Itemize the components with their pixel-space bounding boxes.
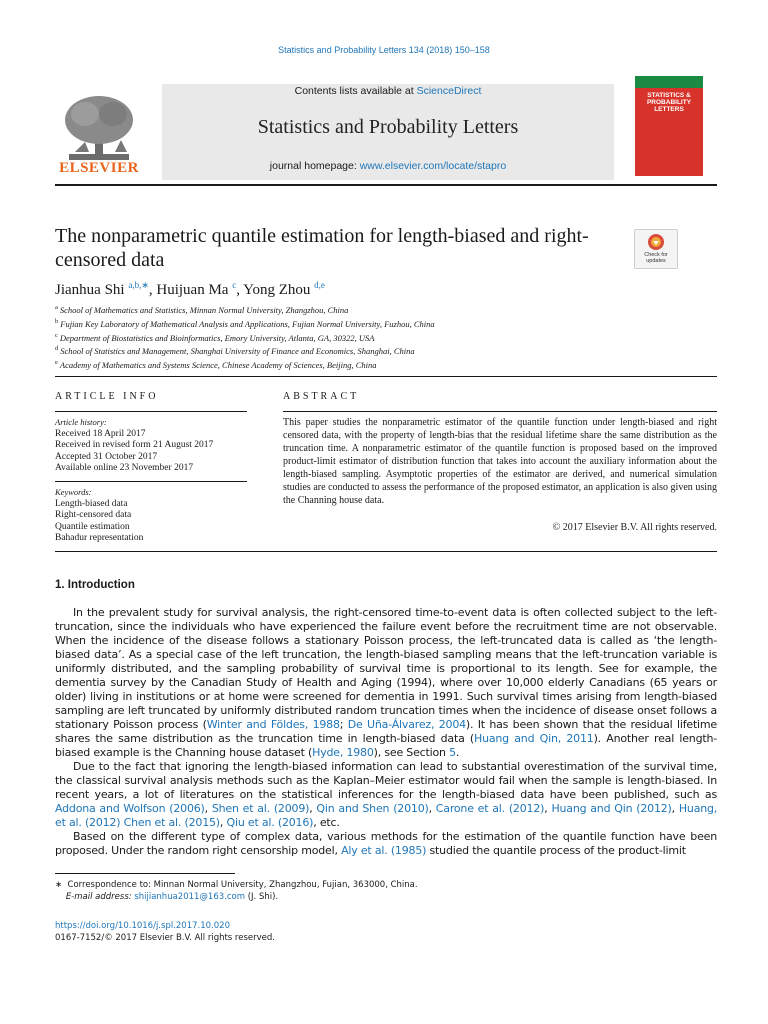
abstract-text: This paper studies the nonparametric estimator of the quantile function under length-biased and right censored data, with the property of length-bias that the residual lifetime share the same distribution as the truncation time. A nonparametric estimator of the quantile function is proposed based on the improved product-limit estimator of distribution function that takes into account the auxiliary information about the length-biased sampling. Asymptotic properties of the estimator are derived, and numerical simulation studies are conducted to assess the performance of the proposed estimator, an application is also given using the Channing house data. (283, 417, 717, 506)
journal-cover-image[interactable] (635, 76, 703, 176)
affiliation-key: b (55, 317, 59, 325)
citation-year-link[interactable]: (2015) (184, 816, 220, 829)
affiliation-text: Academy of Mathematics and Systems Science, Chinese Academy of Sciences, Beijing, China (59, 360, 377, 371)
author-list: Jianhua Shi $^{a,b,∗}$, Huijuan Ma $^c$, Yong Zhou $^{d,e}$ (55, 280, 325, 298)
footnote-rule (55, 873, 235, 874)
check-updates-label: Check for updates (644, 252, 668, 264)
abstract-copyright: © 2017 Elsevier B.V. All rights reserved. (552, 522, 717, 533)
author-name[interactable]: Huijuan Ma (156, 282, 229, 298)
text-run: ). It has been shown that the residual lifetime shares the same distribution as the truncation time in length-biased data ( (55, 718, 717, 745)
citation-link[interactable]: Huang and Qin, 2011 (474, 732, 594, 745)
affiliation-item (55, 330, 715, 344)
text-run: ; (339, 718, 348, 731)
intro-body (55, 606, 717, 858)
citation-link[interactable]: Carone et al. (435, 802, 505, 815)
journal-title: Statistics and Probability Letters (257, 116, 519, 138)
citation-year-link[interactable]: (2010) (393, 802, 429, 815)
abstract-heading: ABSTRACT (283, 391, 360, 402)
author-name[interactable]: Yong Zhou (243, 282, 311, 298)
correspondence-footnote (55, 879, 715, 903)
affiliation-item (55, 357, 715, 371)
email-suffix: (J. Shi). (247, 892, 279, 902)
contents-line (162, 85, 614, 97)
email-line (55, 891, 715, 903)
correspondence-text: Correspondence to: Minnan Normal University, Zhangzhou, Fujian, 363000, China. (67, 880, 418, 890)
cover-title: STATISTICS & PROBABILITY LETTERS (646, 92, 692, 113)
text-run: . (455, 746, 460, 759)
affiliation-text: Department of Biostatistics and Bioinformatics, Emory University, Atlanta, GA, 30322, USA (59, 332, 375, 343)
doi-block (55, 920, 715, 944)
keywords-label: Keywords: (55, 487, 92, 497)
text-run: Due to the fact that ignoring the length-biased information can lead to substantial overestimation of the survival time, the classical survival analysis methods such as the Kaplan–Meier estimator would fail when the sample is length-biased. In recent years, a lot of literatures on the statistical inferences for the length-biased data have been published, such as (55, 760, 717, 801)
history-item: Accepted 31 October 2017 (55, 451, 158, 462)
keyword-item: Bahadur representation (55, 533, 144, 543)
info-rule (55, 411, 247, 412)
citation-year-link[interactable]: (1985) (390, 844, 427, 857)
paragraph (55, 830, 717, 858)
history-label: Article history: (55, 417, 107, 427)
correspondence-line (55, 879, 715, 891)
citation-link[interactable]: Addona and Wolfson (55, 802, 166, 815)
contents-prefix: Contents lists available at (294, 85, 417, 97)
check-for-updates-button[interactable] (634, 229, 678, 269)
history-item: Received 18 April 2017 (55, 428, 146, 439)
section-rule (55, 376, 717, 377)
citation-link[interactable]: Hyde, 1980 (312, 746, 374, 759)
footnote-star: ∗ (55, 880, 63, 890)
section-rule (55, 551, 717, 552)
paragraph (55, 606, 717, 760)
info-rule (55, 481, 247, 482)
journal-homepage (162, 160, 614, 172)
history-item: Available online 23 November 2017 (55, 463, 194, 473)
author-affiliation-marker[interactable]: a,b,∗ (128, 280, 149, 290)
keyword-item: Right-censored data (55, 510, 132, 520)
affiliation-text: School of Statistics and Management, Shanghai University of Finance and Economics, Shanghai, China (60, 346, 415, 357)
text-run: , etc. (313, 816, 340, 829)
header-rule (55, 184, 717, 186)
doi-link[interactable]: https://doi.org/10.1016/j.spl.2017.10.020 (55, 921, 230, 931)
affiliation-key: a (55, 304, 58, 311)
citation-link[interactable]: Huang and Qin (551, 802, 633, 815)
citation-year-link[interactable]: (2012) (84, 816, 121, 829)
email-link[interactable]: shijianhua2011@163.com (134, 892, 246, 902)
citation-year-link[interactable]: (2006) (169, 802, 205, 815)
section-heading: 1. Introduction (55, 579, 135, 591)
homepage-prefix: journal homepage: (269, 160, 360, 172)
check-updates-icon (647, 233, 665, 251)
author-name[interactable]: Jianhua Shi (55, 282, 125, 298)
author-affiliation-marker[interactable]: c (232, 280, 237, 290)
affiliation-text: Fujian Key Laboratory of Mathematical Analysis and Applications, Fujian Normal University, Fuzhou, China (60, 318, 435, 329)
text-run: In the prevalent study for survival analysis, the right-censored time-to-event data is often collected subject to the left-truncation, since the individuals who have experienced the failure event before the recruitment time are not observable. When the incidence of the disease follows a stationary Poisson process, the left-truncated data is called as ‘the length-biased data’. As a special case of the left truncation, the length-biased sampling means that the left-truncation variable is uniformly distributed, and the sampling probability of survival time is proportional to its length. See for example, the dementia survey by the Canadian Study of Health and Aging (1994), where over 10,000 elderly Canadians (65 years or older) living in institutions or at home were screened for dementia in 1991. Such survival times arising from length-biased sampling are left truncated by uniformly distributed random truncation times when the incidence of disease onset follows a stationary Poisson process ( (55, 606, 717, 731)
article-info-heading: ARTICLE INFO (55, 391, 159, 402)
article-history (55, 417, 247, 475)
citation-link[interactable]: Shen et al. (211, 802, 270, 815)
text-run: ), see Section (373, 746, 450, 759)
citation-link[interactable]: Huang, et al. (55, 802, 718, 829)
text-run: ). Another real length-biased example is the Channing house dataset ( (55, 732, 718, 759)
citation-link[interactable]: Winter and Földes, 1988 (206, 718, 340, 731)
email-label: E-mail address: (65, 892, 132, 902)
citation-year-link[interactable]: (2012) (508, 802, 545, 815)
citation-link[interactable]: Qin and Shen (316, 802, 390, 815)
citation-link[interactable]: Aly et al. (341, 844, 388, 857)
section-link[interactable]: 5 (449, 746, 456, 759)
issn-line: 0167-7152/© 2017 Elsevier B.V. All rights reserved. (55, 933, 275, 943)
author-affiliation-marker[interactable]: d,e (314, 280, 325, 290)
citation-link[interactable]: Chen et al. (123, 816, 182, 829)
citation-year-link[interactable]: (2009) (273, 802, 310, 815)
citation-link[interactable]: Qiu et al. (226, 816, 275, 829)
publisher-wordmark: ELSEVIER (59, 160, 139, 176)
history-item: Received in revised form 21 August 2017 (55, 440, 214, 450)
citation-year-link[interactable]: (2016) (277, 816, 314, 829)
affiliation-list (55, 302, 715, 371)
journal-citation[interactable]: Statistics and Probability Letters 134 (2018) 150–158 (278, 45, 490, 55)
text-run: studied the quantile process of the product-limit (426, 844, 686, 857)
citation-year-link[interactable]: (2012) (636, 802, 672, 815)
affiliation-key: c (55, 331, 58, 339)
homepage-link[interactable]: www.elsevier.com/locate/stapro (359, 160, 507, 172)
affiliation-item (55, 343, 715, 357)
keywords (55, 487, 247, 545)
affiliation-key: e (55, 359, 58, 367)
text-run: Based on the different type of complex data, various methods for the estimation of the quantile function have been proposed. Under the random right censorship model, (55, 830, 717, 857)
keyword-item: Quantile estimation (55, 521, 130, 532)
affiliation-item (55, 302, 715, 316)
affiliation-text: School of Mathematics and Statistics, Minnan Normal University, Zhangzhou, China (59, 304, 349, 315)
keyword-item: Length-biased data (55, 498, 128, 509)
sciencedirect-link[interactable]: ScienceDirect (416, 85, 482, 97)
paper-title: The nonparametric quantile estimation for length-biased and right-censored data (55, 225, 589, 271)
citation-link[interactable]: De Uña-Álvarez, 2004 (347, 718, 466, 731)
cover-band (635, 76, 703, 88)
paragraph: Due to the fact that ignoring the length-biased information can lead to substantial overestimation of the survival time, the classical survival analysis methods such as the Kaplan–Meier estimator would fail when the sample is length-biased. In recent years, a lot of literatures on the statistical inferences for the length-biased data have been published, such as Addona and Wolfson (2006), Shen et al. (2009), Qin and Shen (2010), Carone et al. (2012), Huang and Qin (2012), Huang, et al. (2012) Chen et al. (2015), Qiu et al. (2016), etc. (55, 760, 718, 829)
affiliation-key: d (55, 345, 59, 353)
abstract-rule (283, 411, 717, 412)
affiliation-item (55, 316, 715, 330)
